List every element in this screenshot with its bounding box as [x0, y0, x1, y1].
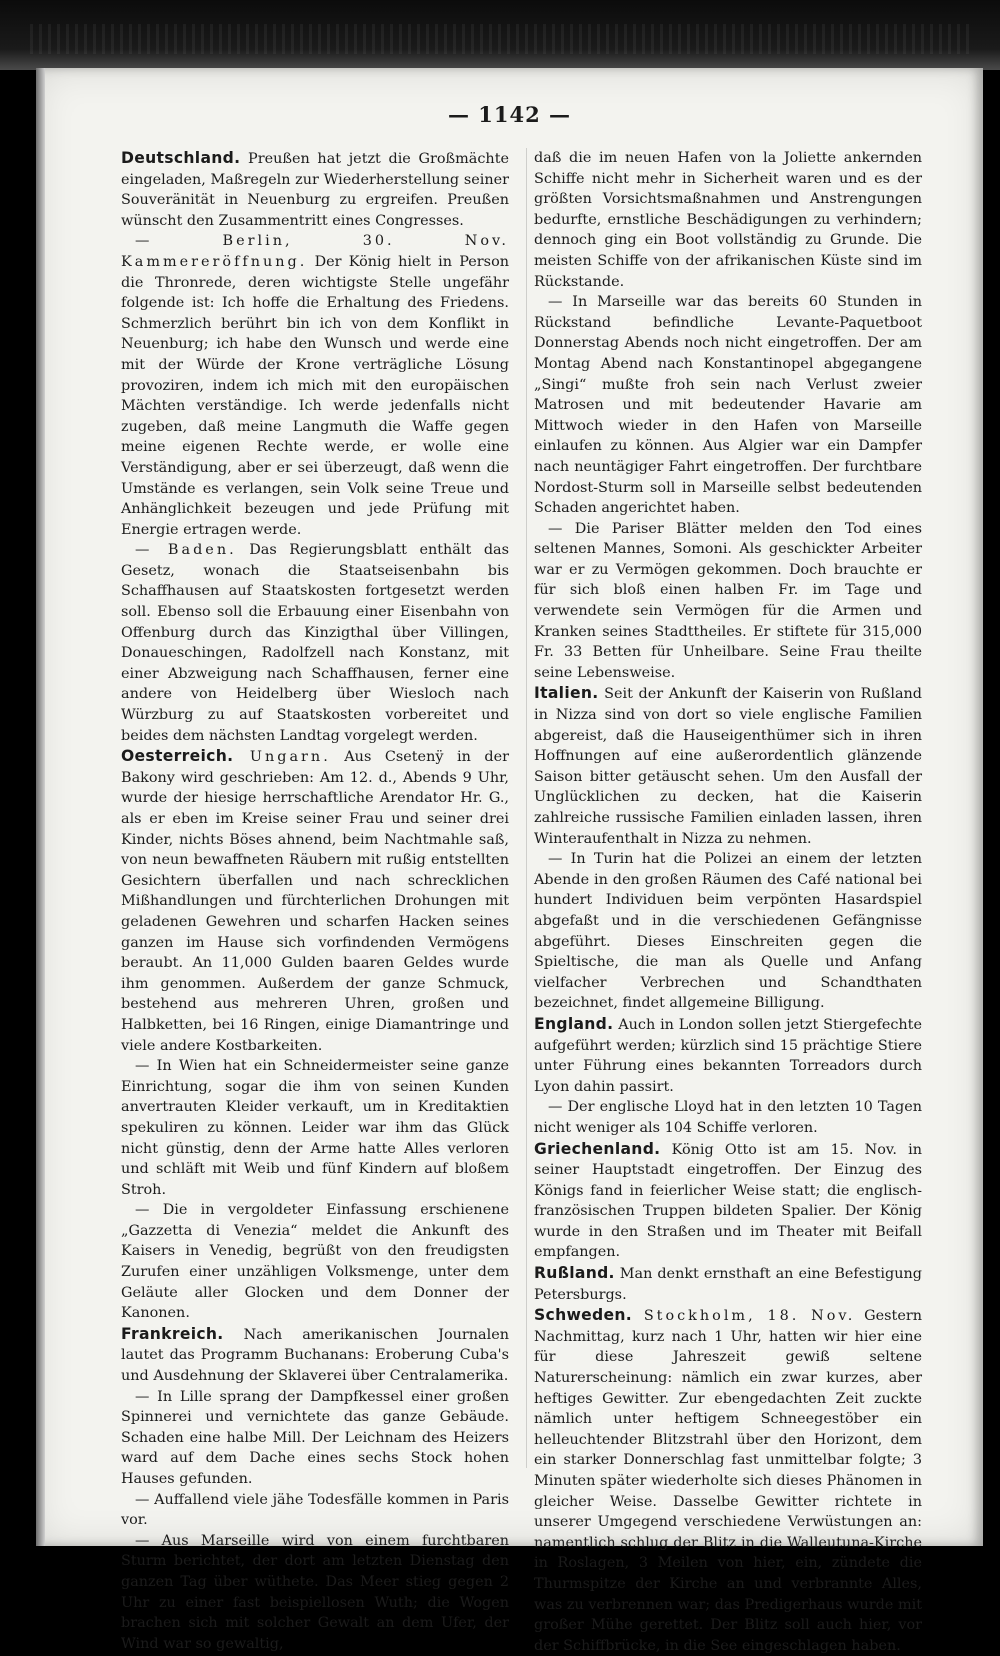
column-divider: [526, 148, 527, 1468]
article-paragraph: [121, 1490, 509, 1531]
article-paragraph: [534, 1139, 922, 1264]
country-heading: Frankreich.: [121, 1324, 224, 1343]
article-paragraph: [121, 1387, 509, 1490]
article-text: — Die in vergoldeter Einfassung erschienene „Gazzetta di Venezia“ meldet die Ankunft des Kaisers in Venedig, begrüßt von den freudigsten Zurufen einer unzähligen Volksmenge, unter dem Geläute aller Glocken und dem Donner der Kanonen.: [121, 1202, 509, 1322]
article-text: — Der englische Lloyd hat in den letzten 10 Tagen nicht weniger als 104 Schiffe verloren.: [534, 1099, 922, 1136]
article-text: — In Lille sprang der Dampfkessel einer großen Spinnerei und vernichtete das ganze Gebäude. Schaden eine halbe Mill. Der Leichnam des Heizers ward auf dem Dache eines sechs Stock hohen Hauses gefunden.: [121, 1388, 509, 1487]
dateline: Stockholm, 18. Nov.: [632, 1308, 856, 1325]
page-number: — 1142 —: [447, 102, 572, 127]
article-text: Aus Csetenÿ in der Bakony wird geschrieben: Am 12. d., Abends 9 Uhr, wurde der hiesige herrschaftliche Arendator Hr. G., als er eben im Kreise seiner Frau und seiner drei Kinder, nichts Böses ahnend, beim Nachtmahle saß, von neun bewaffneten Räubern mit rußig entstellten Gesichtern überfallen und nach schrecklichen Mißhandlungen und fürchterlichen Drohungen mit geladenen Gewehren und scharfen Hacken seines ganzen im Hause sich vorfindenden Vermögens beraubt. An 11,000 Gulden baaren Geldes wurde ihm genommen. Außerdem der ganze Schmuck, bestehend aus mehreren Uhren, großen und Halbketten, bei 16 Ringen, einige Diamantringe und viele andere Kostbarkeiten.: [121, 749, 509, 1054]
article-paragraph: [121, 148, 509, 231]
article-text: Gestern Nachmittag, kurz nach 1 Uhr, hatten wir hier eine für diese Jahreszeit gewiß seltene Naturerscheinung: nämlich ein zwar kurzes, aber heftiges Gewitter. Zur ebengedachten Zeit zuckte nämlich unter heftigem Schneegestöber ein helleuchtender Blitzstrahl über den Horizont, dem ein starker Donnerschlag fast unmittelbar folgte; 3 Minuten später wiederholte sich dieses Phänomen in gleicher Weise. Dasselbe Gewitter richtete in unserer Umgegend verschiedene Verwüstungen an: namentlich schlug der Blitz in die Walleutuna-Kirche in Roslagen, 3 Meilen von hier, ein, zündete die Thurmspitze der Kirche an und verbrannte Alles, was zu verbrennen war; das Predigerhaus wurde mit großer Mühe gerettet. Der Blitz soll auch hier, vor der Schiffbrücke, in die See eingeschlagen haben.: [534, 1308, 923, 1654]
article-text: Das Regierungsblatt enthält das Gesetz, wonach die Staatseisenbahn bis Schaffhausen auf Staatskosten fortgesetzt werden soll. Ebenso soll die Erbauung einer Eisenbahn von Offenburg durch das Kinzigthal über Villingen, Donaueschingen, Radolfzell nach Konstanz, mit einer Abzweigung nach Schaffhausen, ferner eine andere von Heidelberg über Wiesloch nach Würzburg zu auf Staatskosten vorbereitet und beides dem nächsten Landtag vorgelegt werden.: [121, 542, 509, 744]
left-column: [121, 148, 509, 1654]
article-text: Seit der Ankunft der Kaiserin von Rußland in Nizza sind von dort so viele englische Familien abgereist, daß die Hauseigenthümer sich in ihren Hoffnungen auf eine außerordentlich glänzende Saison bitter getäuscht sehen. Um den Ausfall der Unglücklichen zu decken, hat die Kaiserin zahlreiche russische Familien einladen lassen, ihren Winteraufenthalt in Nizza zu nehmen.: [534, 686, 922, 847]
article-text: — Die Pariser Blätter melden den Tod eines seltenen Mannes, Somoni. Als geschickter Arbeiter war er zu Vermögen gekommen. Doch brauchte er für sich bloß einen halben Fr. im Tage und verwendete sein Vermögen für die Armen und Kranken seines Stadttheiles. Er stiftete für 315,000 Fr. 33 Betten für Unheilbare. Seine Frau theilte seine Lebensweise.: [534, 520, 922, 681]
country-heading: Deutschland.: [121, 149, 241, 167]
country-heading: Rußland.: [534, 1264, 615, 1283]
article-text: — In Turin hat die Polizei an einem der letzten Abende in den großen Räumen des Café national bei hundert Individuen beim verpönten Hasardspiel abgefaßt und in die verschiedenen Gefängnisse abgeführt. Dieses Einschreiten gegen die Spieltische, die man als Quelle und Anfang vielfacher Verbrechen und Schandthaten bezeichnet, findet allgemeine Billigung.: [534, 851, 922, 1012]
article-paragraph: [534, 519, 922, 684]
dateline: Ungarn.: [233, 749, 331, 766]
country-heading: Schweden.: [534, 1306, 633, 1325]
article-paragraph: [121, 1056, 509, 1200]
article-paragraph: [534, 148, 922, 292]
country-heading: Oesterreich.: [121, 747, 234, 766]
article-paragraph: [534, 1014, 922, 1097]
article-paragraph: [121, 1324, 509, 1387]
dateline: — Berlin, 30. Nov. Kammereröffnung.: [121, 233, 509, 270]
dateline: — Baden.: [135, 542, 237, 559]
newspaper-page: [36, 68, 983, 1654]
article-paragraph: [534, 1097, 922, 1138]
scan-background: [0, 0, 1000, 70]
article-text: König Otto ist am 15. Nov. in seiner Hauptstadt eingetroffen. Der Einzug des Königs fand in feierlicher Weise statt; die englisch-französischen Truppen bildeten Spalier. Der König wurde in den Straßen und im Theater mit Beifall empfangen.: [534, 1141, 922, 1261]
article-text: Preußen hat jetzt die Großmächte eingeladen, Maßregeln zur Wiederherstellung seiner Souveränität in Neuenburg zu ergreifen. Preußen wünscht den Zusammentritt eines Congresses.: [121, 151, 509, 229]
article-paragraph: [121, 231, 509, 540]
article-text: — In Marseille war das bereits 60 Stunden in Rückstand befindliche Levante-Paquetboot Donnerstag Abends noch nicht eingetroffen. Der am Montag Abend nach Konstantinopel abgegangene „Singi“ mußte froh sein nach Verlust zweier Matrosen und mit bedeutender Havarie am Mittwoch wieder in den Hafen von Marseille einlaufen zu können. Aus Algier war ein Dampfer nach neuntägiger Fahrt eingetroffen. Der furchtbare Nordost-Sturm soll in Marseille selbst bedeutenden Schaden angerichtet haben.: [534, 294, 922, 517]
article-text: Der König hielt in Person die Thronrede, deren wichtigste Stelle ungefähr folgende ist: Ich hoffe die Erhaltung des Friedens. Schmerzlich berührt bin ich von dem Konflikt in Neuenburg; ich habe den Wunsch und werde eine mit der Würde der Krone verträgliche Lösung provoziren, indem ich mich mit den europäischen Mächten verständige. Ich werde jedenfalls nicht zugeben, daß meine Langmuth die Waffe gegen meine eigenen Rechte werde, er wolle eine Verständigung, aber er sei überzeugt, daß wenn die Umstände es verlangen, sein Volk seine Treue und Anhänglichkeit bezeugen und jede Prüfung mit Energie ertragen werde.: [121, 253, 509, 538]
article-paragraph: [534, 1263, 922, 1305]
article-text: — In Wien hat ein Schneidermeister seine ganze Einrichtung, sogar die ihm von seinen Kunden anvertrauten Kleider verkauft, um in Kreditaktien spekuliren zu können. Leider war ihm das Glück nicht günstig, denn der Arme hatte Alles verloren und schläft mit Weib und fünf Kindern auf bloßem Stroh.: [121, 1058, 509, 1198]
article-text: Man denkt ernsthaft an eine Befestigung Petersburgs.: [534, 1266, 922, 1303]
country-heading: England.: [534, 1014, 614, 1033]
article-paragraph: [534, 1305, 922, 1656]
article-text: — Aus Marseille wird von einem furchtbaren Sturm berichtet, der dort am letzten Dienstag den ganzen Tag über wüthete. Das Meer stieg gegen 2 Uhr zu einer fast beispiellosen Wuth; die Wogen brachen sich mit solcher Gewalt an dem Ufer, der Wind war so gewaltig,: [121, 1532, 509, 1652]
article-paragraph: [121, 1531, 509, 1655]
article-paragraph: [121, 540, 509, 746]
right-column: [534, 148, 922, 1656]
article-text: daß die im neuen Hafen von la Joliette ankernden Schiffe nicht mehr in Sicherheit waren und es der größten Vorsichtsmaßnahmen und Anstrengungen bedurfte, ernstliche Beschädigungen zu verhindern; dennoch ging ein Boot vollständig zu Grunde. Die meisten Schiffe von der afrikanischen Küste sind im Rückstande.: [534, 150, 922, 290]
country-heading: Griechenland.: [534, 1139, 661, 1158]
article-paragraph: [534, 683, 922, 849]
article-paragraph: [121, 746, 509, 1056]
page-edge: [36, 68, 45, 1546]
article-text: Auch in London sollen jetzt Stiergefechte aufgeführt werden; kürzlich sind 15 prächtige Stiere unter Führung eines bekannten Torreadors durch Lyon dahin passirt.: [534, 1016, 922, 1095]
article-text: — Auffallend viele jähe Todesfälle kommen in Paris vor.: [121, 1491, 509, 1529]
article-paragraph: [121, 1200, 509, 1324]
country-heading: Italien.: [534, 684, 599, 703]
article-paragraph: [534, 849, 922, 1014]
article-paragraph: [534, 292, 922, 519]
article-text: Nach amerikanischen Journalen lautet das Programm Buchanans: Eroberung Cuba's und Ausdehnung der Sklaverei über Centralamerika.: [121, 1326, 509, 1385]
